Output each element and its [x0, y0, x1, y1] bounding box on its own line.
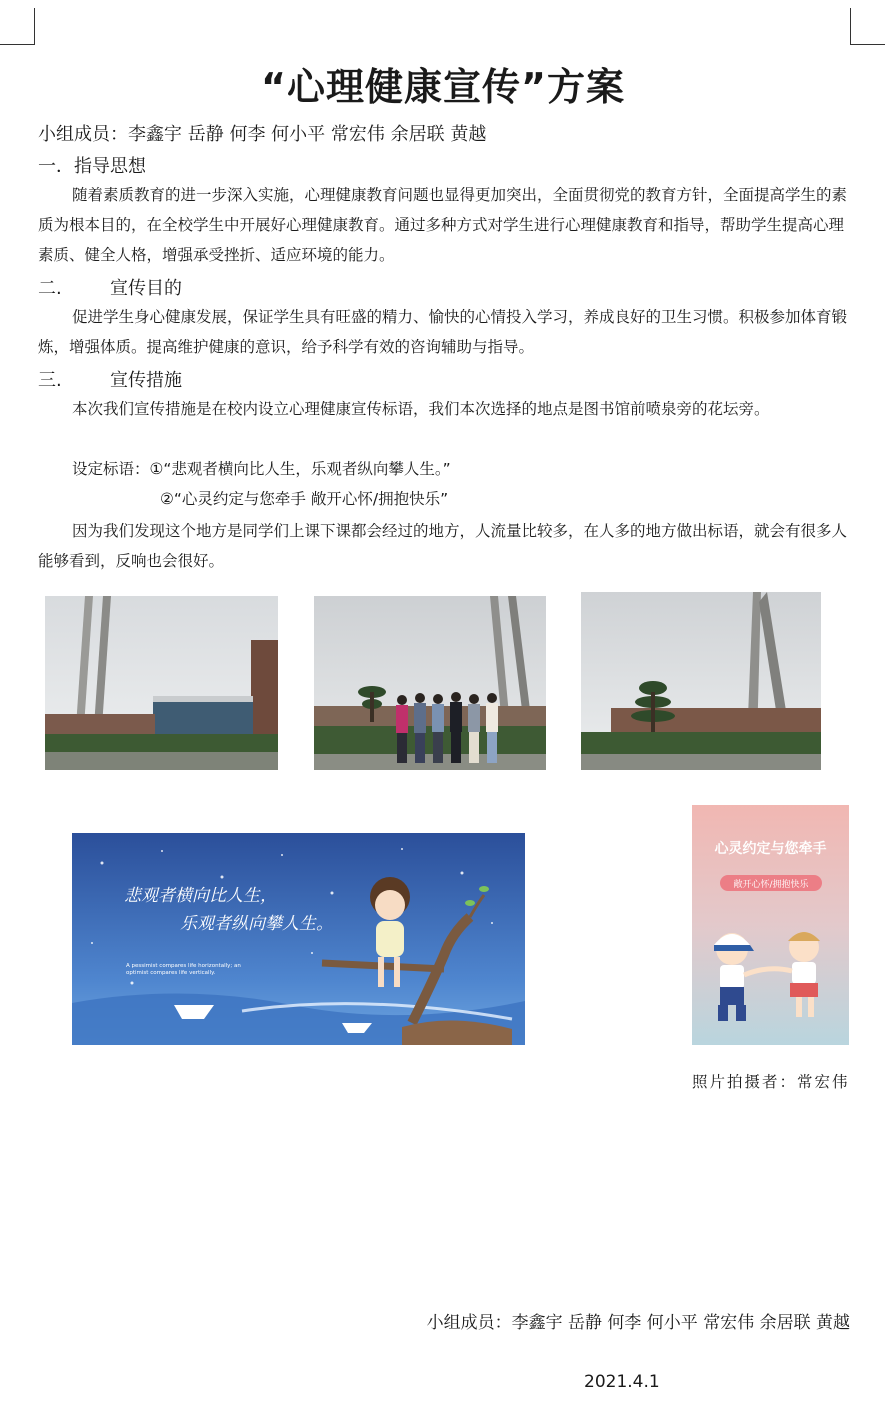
poster-1-english: A pessimist compares life horizontally; an optimist compares life vertically. [126, 963, 241, 976]
footer-date: 2021.4.1 [584, 1372, 660, 1392]
group-members: 小组成员：李鑫宇 岳静 何李 何小平 常宏伟 余居联 黄越 [38, 124, 487, 145]
poster-2-subtitle: 敞开心怀/拥抱快乐 [733, 880, 809, 890]
photo-flower-bed-location [581, 592, 821, 770]
photo-credit: 照片拍摄者：常宏伟 [692, 1073, 850, 1091]
poster-2-title: 心灵约定与您牵手 [714, 841, 827, 857]
section-3-title: 宣传措施 [110, 370, 182, 391]
slogan-poster-1 [72, 833, 525, 1045]
section-2-heading [38, 274, 182, 300]
section-3-heading [38, 366, 182, 392]
crop-mark-top-right [850, 8, 885, 45]
poster-1-line-2: 乐观者纵向攀人生。 [180, 914, 333, 934]
section-2-number: 二. [38, 278, 62, 299]
document-title: “心理健康宣传”方案 [261, 65, 625, 109]
section-3-number: 三. [38, 370, 62, 391]
section-2-title: 宣传目的 [110, 278, 182, 299]
section-1-body: 随着素质教育的进一步深入实施，心理健康教育问题也显得更加突出，全面贯彻党的教育方针，全面提高学生的素质为根本目的，在全校学生中开展好心理健康教育。通过多种方式对学生进行心理健康教育和指导，帮助学生提高心理素质、健全人格，增强承受挫折、适应环境的能力。 [38, 186, 848, 264]
footer-members: 小组成员：李鑫宇 岳静 何李 何小平 常宏伟 余居联 黄越 [426, 1313, 850, 1333]
section-1-heading [38, 152, 146, 178]
poster-1-line-1: 悲观者横向比人生， [124, 886, 277, 906]
section-3-reason: 因为我们发现这个地方是同学们上课下课都会经过的地方，人流量比较多，在人多的地方做出标语，就会有很多人能够看到，反响也会很好。 [38, 522, 848, 570]
section-1-number: 一． [38, 156, 74, 177]
section-1-title: 指导思想 [74, 156, 146, 177]
section-3-body: 本次我们宣传措施是在校内设立心理健康宣传标语，我们本次选择的地点是图书馆前喷泉旁的花坛旁。 [72, 400, 770, 418]
photo-campus-building [45, 596, 278, 770]
slogan-1: 设定标语：①“悲观者横向比人生，乐观者纵向攀人生。” [72, 460, 451, 478]
slogan-2: ②“心灵约定与您牵手 敞开心怀/拥抱快乐” [160, 490, 449, 508]
section-2-body: 促进学生身心健康发展，保证学生具有旺盛的精力、愉快的心情投入学习，养成良好的卫生习惯。积极参加体育锻炼，增强体质。提高维护健康的意识，给予科学有效的咨询辅助与指导。 [38, 308, 848, 356]
crop-mark-top-left [0, 8, 35, 45]
photo-group-members [314, 596, 546, 770]
slogan-poster-2 [692, 805, 849, 1045]
